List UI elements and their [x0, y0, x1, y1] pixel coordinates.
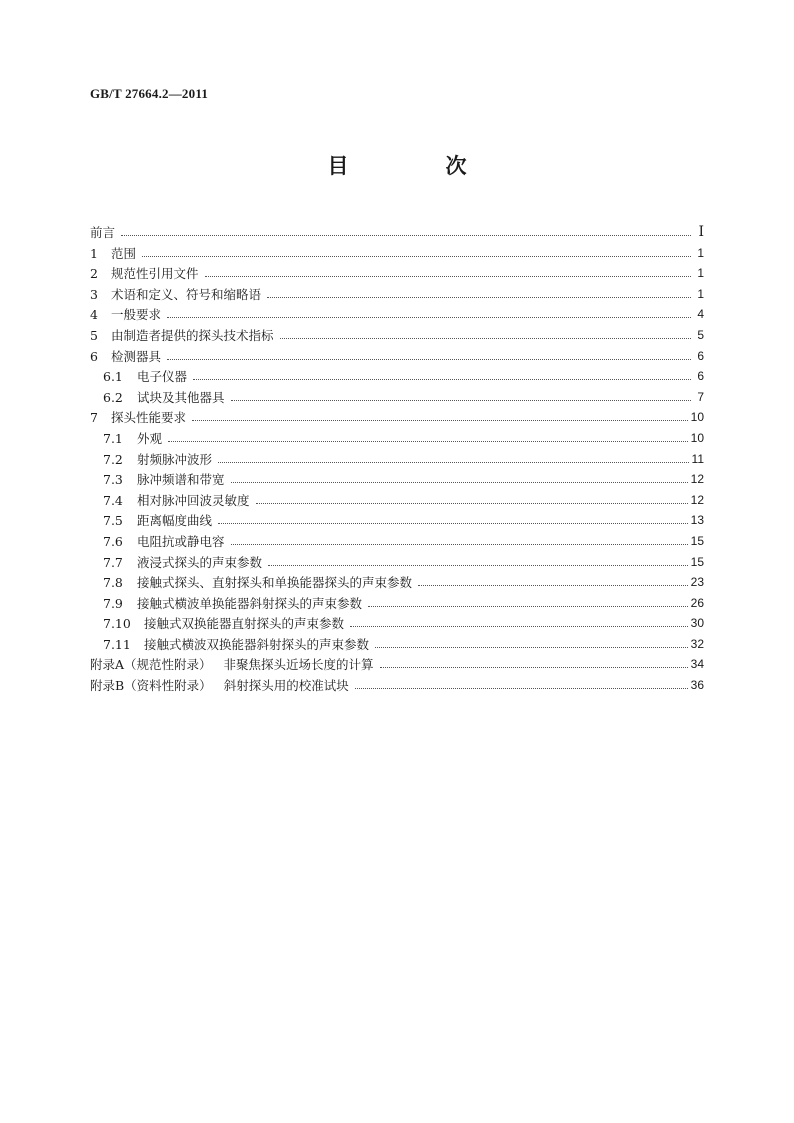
- toc-label: 非聚焦探头近场长度的计算: [223, 657, 374, 673]
- toc-page: 12: [690, 492, 704, 507]
- toc-page: 15: [690, 533, 704, 548]
- toc-entry-6[interactable]: [90, 343, 704, 364]
- toc-entry-7-3[interactable]: [90, 467, 704, 488]
- toc-number: 7.1: [103, 430, 123, 446]
- toc-annex-label: 附录A（规范性附录）: [90, 657, 212, 673]
- toc-page: 23: [690, 575, 704, 590]
- toc-label: 前言: [90, 225, 116, 240]
- toc-label: 电阻抗或静电容: [137, 533, 225, 549]
- toc-label: 射频脉冲波形: [137, 451, 213, 467]
- leader-dots: [231, 482, 688, 483]
- toc-label: 电子仪器: [137, 369, 188, 385]
- toc-entry-3[interactable]: [90, 281, 704, 302]
- toc-number: 2: [90, 266, 98, 282]
- toc-label: 规范性引用文件: [111, 266, 199, 282]
- leader-dots: [418, 585, 688, 586]
- toc-label: 接触式双换能器直射探头的声束参数: [144, 616, 345, 632]
- leader-dots: [231, 400, 691, 401]
- leader-dots: [193, 379, 691, 380]
- toc-annex-label: 附录B（资料性附录）: [90, 678, 212, 694]
- toc-label: 接触式横波单换能器斜射探头的声束参数: [137, 595, 363, 611]
- toc-page: 32: [690, 636, 704, 651]
- toc-page: Ⅰ: [698, 225, 704, 240]
- toc-page: 4: [697, 307, 704, 322]
- toc-entry-7-2[interactable]: [90, 446, 704, 467]
- leader-dots: [218, 462, 689, 463]
- toc-page: 1: [697, 266, 704, 281]
- toc-entry-1[interactable]: [90, 240, 704, 261]
- toc-page: 34: [690, 657, 704, 672]
- toc-page: 7: [697, 389, 704, 404]
- toc-number: 7.9: [103, 595, 123, 611]
- toc-title: 目 次: [327, 153, 505, 178]
- toc-label: 术语和定义、符号和缩略语: [111, 286, 262, 302]
- toc-page: 36: [690, 678, 704, 693]
- toc-entry-6-2[interactable]: [90, 384, 704, 405]
- leader-dots: [231, 544, 688, 545]
- leader-dots: [192, 420, 688, 421]
- standard-code: GB/T 27664.2—2011: [90, 86, 209, 101]
- toc-entry-7-7[interactable]: [90, 549, 704, 570]
- toc-label: 检测器具: [111, 348, 162, 364]
- toc-entry-2[interactable]: [90, 261, 704, 282]
- toc-label: 相对脉冲回波灵敏度: [137, 492, 250, 508]
- toc-number: 6: [90, 348, 98, 364]
- leader-dots: [167, 359, 691, 360]
- toc-entry-7-10[interactable]: [90, 611, 704, 632]
- toc-label: 斜射探头用的校准试块: [223, 678, 349, 694]
- toc-entry-annex-b[interactable]: [90, 672, 704, 693]
- leader-dots: [375, 647, 688, 648]
- toc-number: 1: [90, 245, 98, 261]
- toc-label: 由制造者提供的探头技术指标: [111, 327, 274, 343]
- toc-page: 10: [690, 410, 704, 425]
- toc-entry-6-1[interactable]: [90, 364, 704, 385]
- toc-page: 15: [690, 554, 704, 569]
- toc-number: 6.2: [103, 389, 123, 405]
- leader-dots: [268, 565, 688, 566]
- toc-entry-7-5[interactable]: [90, 508, 704, 529]
- toc-entry-7-9[interactable]: [90, 590, 704, 611]
- toc-entry-7-4[interactable]: [90, 487, 704, 508]
- toc-page: 1: [697, 286, 704, 301]
- leader-dots: [167, 317, 691, 318]
- toc-page: 1: [697, 245, 704, 260]
- toc-label: 距离幅度曲线: [137, 513, 213, 529]
- toc-entry-7[interactable]: [90, 405, 704, 426]
- toc-entry-4[interactable]: [90, 302, 704, 323]
- leader-dots: [121, 235, 691, 236]
- leader-dots: [168, 441, 688, 442]
- toc-label: 接触式探头、直射探头和单换能器探头的声束参数: [137, 575, 413, 591]
- toc-page: 30: [690, 616, 704, 631]
- toc-entry-5[interactable]: [90, 322, 704, 343]
- leader-dots: [355, 688, 688, 689]
- leader-dots: [256, 503, 688, 504]
- toc-number: 7.5: [103, 513, 123, 529]
- leader-dots: [350, 626, 688, 627]
- toc-page: 13: [690, 513, 704, 528]
- leader-dots: [218, 523, 688, 524]
- table-of-contents: [90, 216, 704, 693]
- toc-label: 试块及其他器具: [137, 389, 225, 405]
- toc-number: 7: [90, 410, 98, 426]
- toc-page: 11: [691, 451, 704, 466]
- toc-page: 5: [697, 327, 704, 342]
- toc-number: 7.4: [103, 492, 123, 508]
- toc-page: 12: [690, 472, 704, 487]
- toc-number: 5: [90, 327, 98, 343]
- toc-label: 脉冲频谱和带宽: [137, 472, 225, 488]
- toc-number: 7.7: [103, 554, 123, 570]
- toc-number: 7.10: [103, 616, 131, 632]
- toc-entry-7-1[interactable]: [90, 425, 704, 446]
- toc-page: 26: [690, 595, 704, 610]
- toc-number: 7.11: [103, 636, 131, 652]
- leader-dots: [142, 256, 691, 257]
- toc-number: 7.8: [103, 575, 123, 591]
- toc-label: 一般要求: [111, 307, 162, 323]
- toc-entry-foreword[interactable]: [90, 216, 704, 240]
- toc-label: 探头性能要求: [111, 410, 187, 426]
- toc-label: 外观: [137, 430, 163, 446]
- leader-dots: [267, 297, 691, 298]
- toc-label: 液浸式探头的声束参数: [137, 554, 263, 570]
- toc-number: 7.6: [103, 533, 123, 549]
- leader-dots: [280, 338, 691, 339]
- toc-number: 7.2: [103, 451, 123, 467]
- toc-page: 6: [697, 348, 704, 363]
- leader-dots: [205, 276, 691, 277]
- toc-page: 10: [690, 430, 704, 445]
- toc-label: 范围: [111, 245, 137, 261]
- toc-entry-7-8[interactable]: [90, 570, 704, 591]
- toc-number: 7.3: [103, 472, 123, 488]
- toc-page: 6: [697, 369, 704, 384]
- toc-entry-7-11[interactable]: [90, 631, 704, 652]
- toc-number: 6.1: [103, 369, 123, 385]
- toc-entry-annex-a[interactable]: [90, 652, 704, 673]
- leader-dots: [368, 606, 688, 607]
- toc-number: 4: [90, 307, 98, 323]
- toc-number: 3: [90, 286, 98, 302]
- toc-entry-7-6[interactable]: [90, 528, 704, 549]
- toc-label: 接触式横波双换能器斜射探头的声束参数: [144, 636, 370, 652]
- leader-dots: [380, 667, 688, 668]
